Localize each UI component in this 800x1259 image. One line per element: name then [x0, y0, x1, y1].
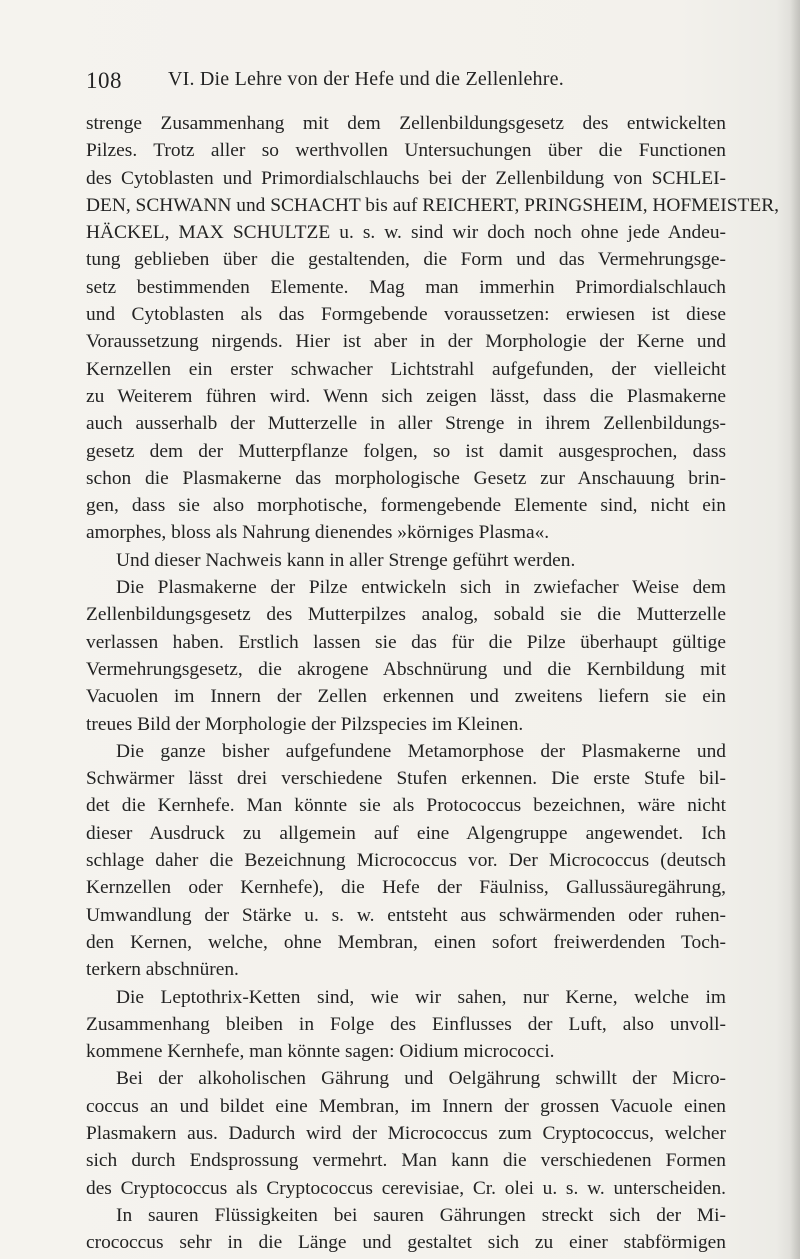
text-line: strenge Zusammenhang mit dem Zellenbildungsgesetz des entwickelten [86, 113, 726, 134]
text-line: terkern abschnüren. [86, 959, 239, 981]
text-line: Die ganze bisher aufgefundene Metamorphose der Plasmakerne und [116, 740, 726, 762]
text-line: Schwärmer lässt drei verschiedene Stufen erkennen. Die erste Stufe bil- [86, 768, 726, 790]
text-line: crococcus sehr in die Länge und gestaltet sich zu einer stabförmigen [86, 1232, 726, 1254]
text-line: Vermehrungsgesetz, die akrogene Abschnürung und die Kernbildung mit [86, 658, 726, 680]
text-line: tung geblieben über die gestaltenden, die Form und das Vermehrungsge- [86, 249, 726, 271]
text-line: det die Kernhefe. Man könnte sie als Protococcus bezeichnen, wäre nicht [86, 795, 726, 817]
text-line: Und dieser Nachweis kann in aller Strenge geführt werden. [116, 549, 576, 571]
text-line: setz bestimmenden Elemente. Mag man immerhin Primordialschlauch [86, 276, 726, 298]
text-line: kommene Kernhefe, man könnte sagen: Oidium micrococci. [86, 1041, 555, 1063]
page-header [0, 68, 800, 98]
page-edge-shadow [790, 0, 800, 1259]
text-line: HÄCKEL, MAX SCHULTZE u. s. w. sind wir doch noch ohne jede Andeu- [86, 222, 726, 244]
text-line: Pilzes. Trotz aller so werthvollen Untersuchungen über die Functionen [86, 140, 726, 162]
text-line: Die Leptothrix-Ketten sind, wie wir sahen, nur Kerne, welche im [116, 986, 726, 1008]
text-line: auch ausserhalb der Mutterzelle in aller Strenge in ihrem Zellenbildungs- [86, 413, 726, 435]
page-number: 108 [86, 68, 122, 93]
text-line: verlassen haben. Erstlich lassen sie das für die Pilze überhaupt gültige [86, 631, 726, 653]
body-text [86, 110, 779, 1256]
text-line: gesetz dem der Mutterpflanze folgen, so ist damit ausgesprochen, dass [86, 440, 726, 462]
text-line: coccus an und bildet eine Membran, im Innern der grossen Vacuole einen [86, 1095, 726, 1117]
running-head: VI. Die Lehre von der Hefe und die Zellenlehre. [168, 68, 564, 90]
text-line: amorphes, bloss als Nahrung dienendes »körniges Plasma«. [86, 522, 550, 544]
text-line: zu Weiterem führen wird. Wenn sich zeigen lässt, dass die Plasmakerne [86, 385, 726, 407]
text-line: den Kernen, welche, ohne Membran, einen sofort freiwerdenden Toch- [86, 931, 726, 953]
text-line: gen, dass sie also morphotische, formengebende Elemente sind, nicht ein [86, 495, 726, 517]
text-line: Zusammenhang bleiben in Folge des Einflusses der Luft, also unvoll- [86, 1013, 726, 1035]
text-line: In sauren Flüssigkeiten bei sauren Gährungen streckt sich der Mi- [116, 1204, 726, 1226]
text-line: schlage daher die Bezeichnung Micrococcus vor. Der Micrococcus (deutsch [86, 850, 726, 872]
text-line: Zellenbildungsgesetz des Mutterpilzes analog, sobald sie die Mutterzelle [86, 604, 726, 626]
text-line: treues Bild der Morphologie der Pilzspecies im Kleinen. [86, 713, 524, 735]
text-line: Plasmakern aus. Dadurch wird der Micrococcus zum Cryptococcus, welcher [86, 1122, 726, 1144]
text-line: Voraussetzung nirgends. Hier ist aber in der Morphologie der Kerne und [86, 331, 726, 353]
text-line: und Cytoblasten als das Formgebende voraussetzen: erwiesen ist diese [86, 304, 726, 326]
text-line: dieser Ausdruck zu allgemein auf eine Algengruppe angewendet. Ich [86, 822, 726, 844]
text-line: Vacuolen im Innern der Zellen erkennen und zweitens liefern sie ein [86, 686, 726, 708]
text-line: des Cytoblasten und Primordialschlauchs bei der Zellenbildung von SCHLEI- [86, 167, 726, 189]
text-line: schon die Plasmakerne das morphologische Gesetz zur Anschauung brin- [86, 467, 726, 489]
text-line: Bei der alkoholischen Gährung und Oelgährung schwillt der Micro- [116, 1068, 726, 1090]
text-line: Die Plasmakerne der Pilze entwickeln sich in zwiefacher Weise dem [116, 577, 726, 599]
text-line: DEN, SCHWANN und SCHACHT bis auf REICHERT, PRINGSHEIM, HOFMEISTER, [86, 194, 779, 216]
text-line: sich durch Endsprossung vermehrt. Man kann die verschiedenen Formen [86, 1150, 726, 1172]
text-line: des Cryptococcus als Cryptococcus cerevisiae, Cr. olei u. s. w. unterscheiden. [86, 1177, 726, 1199]
text-line: Kernzellen oder Kernhefe), die Hefe der Fäulniss, Gallussäuregährung, [86, 877, 726, 899]
text-line: Kernzellen ein erster schwacher Lichtstrahl aufgefunden, der vielleicht [86, 358, 726, 380]
text-line: Umwandlung der Stärke u. s. w. entsteht aus schwärmenden oder ruhen- [86, 904, 726, 926]
